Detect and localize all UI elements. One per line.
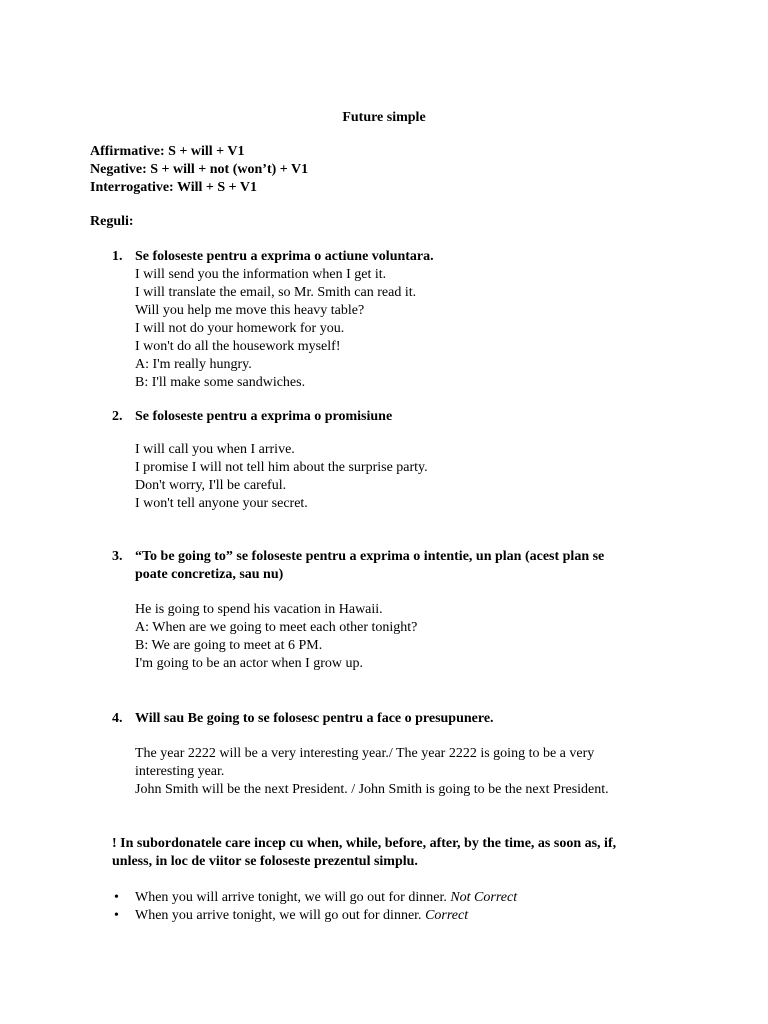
bullet-marker: • bbox=[114, 890, 119, 905]
example-line: I won't do all the housework myself! bbox=[135, 339, 341, 354]
bullet-marker: • bbox=[114, 908, 119, 923]
rule-heading: poate concretiza, sau nu) bbox=[135, 567, 284, 582]
example-line: B: We are going to meet at 6 PM. bbox=[135, 638, 323, 653]
example-line: I will not do your homework for you. bbox=[135, 321, 345, 336]
example-line: I won't tell anyone your secret. bbox=[135, 496, 308, 511]
rule-number: 2. bbox=[112, 409, 123, 424]
page-title: Future simple bbox=[342, 110, 426, 125]
bullet-verdict: Not Correct bbox=[450, 890, 518, 905]
example-line: B: I'll make some sandwiches. bbox=[135, 375, 306, 390]
note-line: ! In subordonatele care incep cu when, while, before, after, by the time, as soon as, if, bbox=[112, 836, 617, 851]
example-line: I'm going to be an actor when I grow up. bbox=[135, 656, 364, 671]
rule-heading: Se foloseste pentru a exprima o actiune voluntara. bbox=[135, 249, 434, 264]
formula-negative: Negative: S + will + not (won’t) + V1 bbox=[90, 162, 309, 177]
bullet-verdict: Correct bbox=[425, 908, 469, 923]
rule-heading: “To be going to” se foloseste pentru a exprima o intentie, un plan (acest plan se bbox=[135, 549, 605, 564]
note-line: unless, in loc de viitor se foloseste prezentul simplu. bbox=[112, 854, 418, 869]
bullet-item bbox=[135, 889, 517, 907]
example-line: I will send you the information when I get it. bbox=[135, 267, 387, 282]
bullet-item bbox=[135, 907, 468, 925]
bullet-text: When you arrive tonight, we will go out for dinner. bbox=[135, 908, 422, 923]
rule-number: 1. bbox=[112, 249, 123, 264]
example-line: Don't worry, I'll be careful. bbox=[135, 478, 287, 493]
bullet-text: When you will arrive tonight, we will go out for dinner. bbox=[135, 890, 447, 905]
example-line: A: When are we going to meet each other tonight? bbox=[135, 620, 418, 635]
example-line: The year 2222 will be a very interesting year./ The year 2222 is going to be a very bbox=[135, 746, 595, 761]
example-line: interesting year. bbox=[135, 764, 225, 779]
rule-heading: Se foloseste pentru a exprima o promisiune bbox=[135, 409, 393, 424]
example-line: John Smith will be the next President. / John Smith is going to be the next President. bbox=[135, 782, 609, 797]
example-line: I promise I will not tell him about the surprise party. bbox=[135, 460, 428, 475]
formula-interrogative: Interrogative: Will + S + V1 bbox=[90, 180, 257, 195]
rules-label: Reguli: bbox=[90, 214, 134, 229]
example-line: A: I'm really hungry. bbox=[135, 357, 252, 372]
rule-heading: Will sau Be going to se folosesc pentru a face o presupunere. bbox=[135, 711, 494, 726]
rule-number: 3. bbox=[112, 549, 123, 564]
formula-affirmative: Affirmative: S + will + V1 bbox=[90, 144, 245, 159]
example-line: I will translate the email, so Mr. Smith can read it. bbox=[135, 285, 417, 300]
example-line: Will you help me move this heavy table? bbox=[135, 303, 365, 318]
example-line: He is going to spend his vacation in Hawaii. bbox=[135, 602, 383, 617]
example-line: I will call you when I arrive. bbox=[135, 442, 295, 457]
rule-number: 4. bbox=[112, 711, 123, 726]
